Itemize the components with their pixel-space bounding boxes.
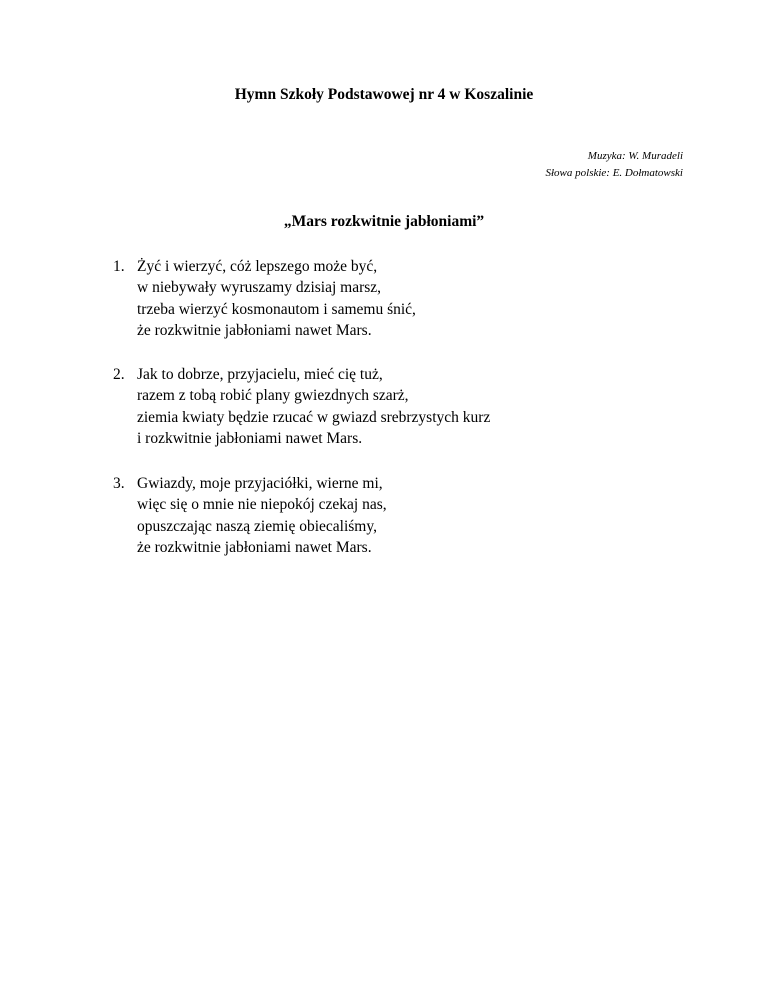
- stanza-line: w niebywały wyruszamy dzisiaj marsz,: [137, 279, 382, 297]
- stanza-line: Żyć i wierzyć, cóż lepszego może być,: [137, 258, 378, 275]
- stanza-line: trzeba wierzyć kosmonautom i samemu śnić,: [137, 300, 416, 318]
- stanza-3: [113, 473, 387, 558]
- lyrics-credit: Słowa polskie: E. Dołmatowski: [545, 167, 683, 179]
- credits-block: [546, 148, 684, 182]
- stanza-line: Jak to dobrze, przyjacielu, mieć cię tuż,: [137, 366, 383, 383]
- stanza-line: i rozkwitnie jabłoniami nawet Mars.: [137, 429, 363, 447]
- stanza-line: razem z tobą robić plany gwiezdnych szarż,: [137, 387, 409, 405]
- stanza-line: że rozkwitnie jabłoniami nawet Mars.: [137, 321, 372, 339]
- music-credit: Muzyka: W. Muradeli: [587, 150, 683, 162]
- stanza-line: więc się o mnie nie niepokój czekaj nas,: [137, 496, 387, 514]
- stanza-line: że rozkwitnie jabłoniami nawet Mars.: [137, 538, 372, 556]
- stanza-number: 3.: [113, 475, 125, 492]
- stanza-lines: [137, 256, 416, 341]
- stanza-line: opuszczając naszą ziemię obiecaliśmy,: [137, 517, 377, 535]
- stanza-number: 1.: [113, 258, 125, 275]
- stanza-lines: [137, 364, 490, 449]
- stanza-lines: [137, 473, 387, 558]
- stanza-line: ziemia kwiaty będzie rzucać w gwiazd srebrzystych kurz: [137, 408, 491, 426]
- stanza-2: [113, 364, 490, 449]
- stanza-line: Gwiazdy, moje przyjaciółki, wierne mi,: [137, 475, 383, 492]
- stanza-1: [113, 256, 416, 341]
- stanza-number: 2.: [113, 366, 125, 383]
- document-title: Hymn Szkoły Podstawowej nr 4 w Koszalinie: [234, 86, 534, 103]
- song-title: „Mars rozkwitnie jabłoniami”: [283, 213, 485, 230]
